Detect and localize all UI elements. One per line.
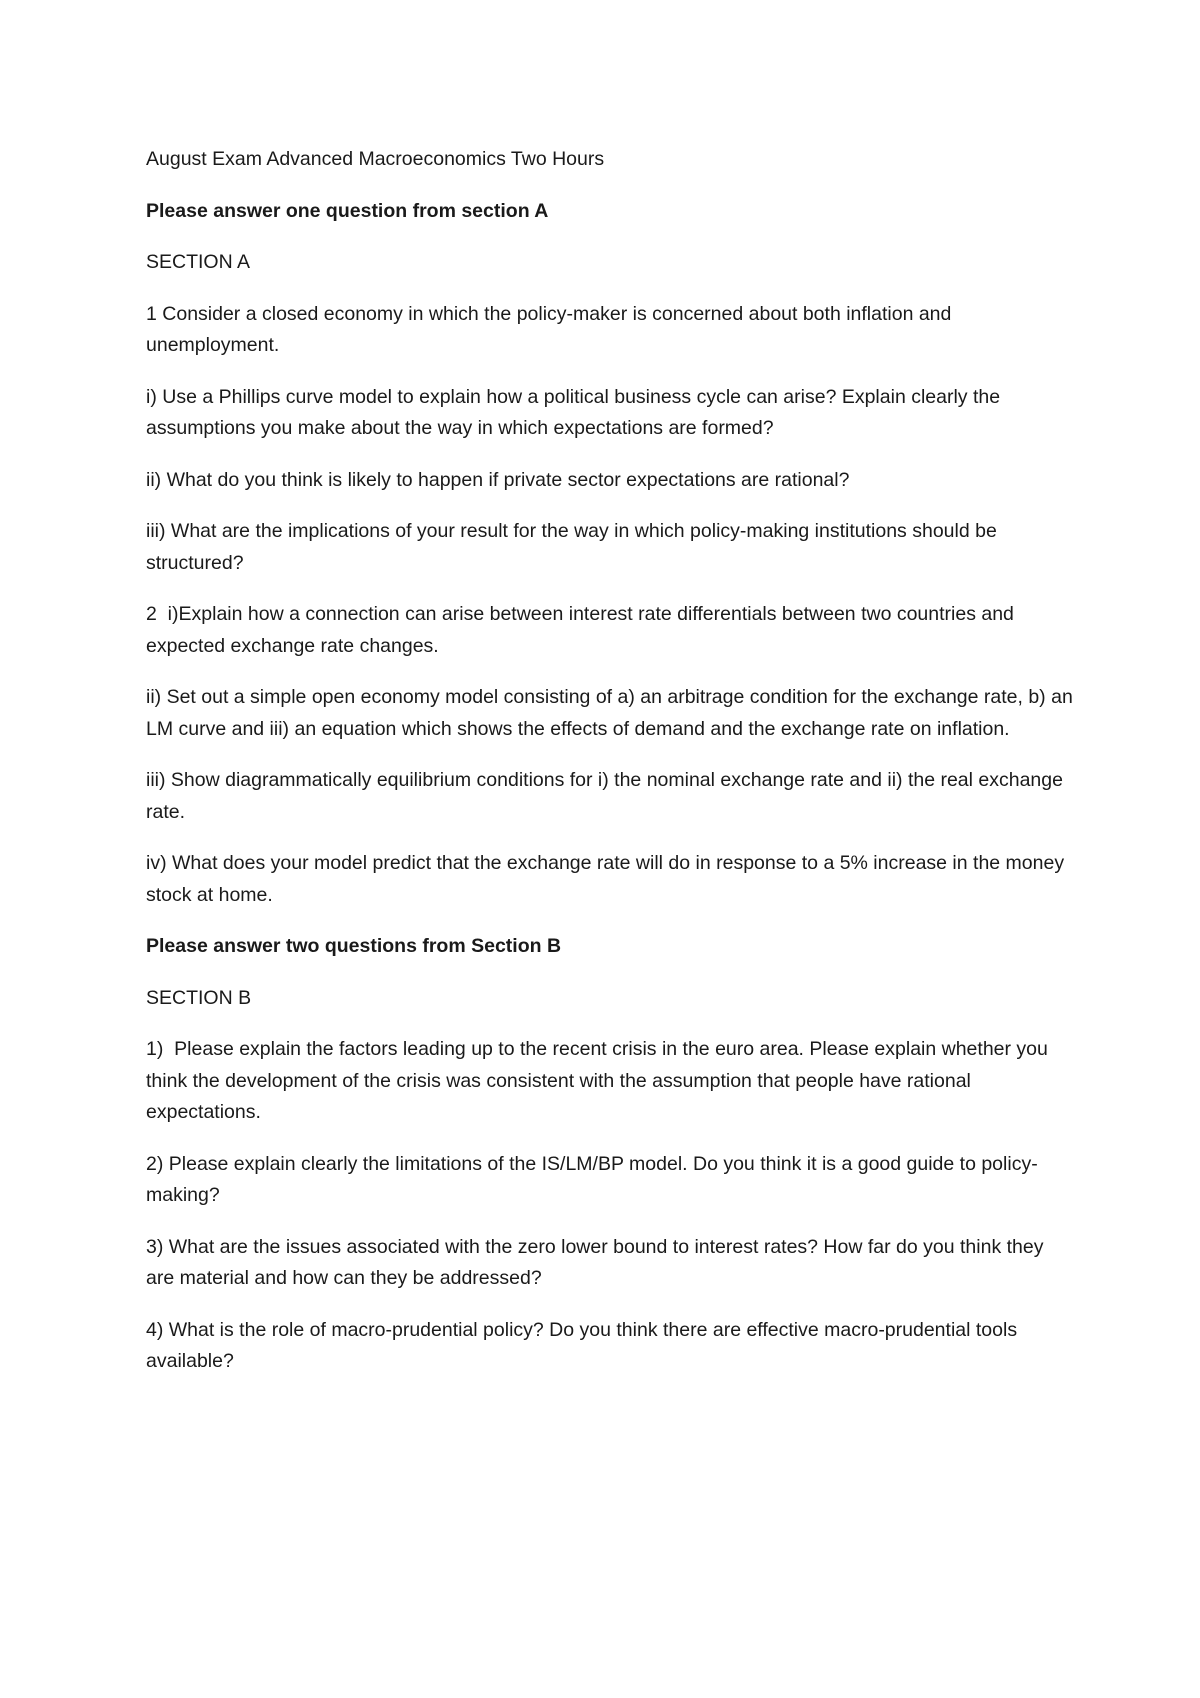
section-a-q1-part-ii: ii) What do you think is likely to happen if private sector expectations are rational? — [146, 468, 850, 491]
section-a-instruction: Please answer one question from section A — [146, 199, 549, 222]
section-a-q2-part-iv: iv) What does your model predict that the exchange rate will do in response to a 5% increase in the money stock at home. — [146, 852, 1065, 906]
section-a-q1-intro: 1 Consider a closed economy in which the policy-maker is concerned about both inflation and unemployment. — [146, 302, 952, 356]
section-a-q2-part-ii: ii) Set out a simple open economy model consisting of a) an arbitrage condition for the exchange rate, b) an LM curve and iii) an equation which shows the effects of demand and the exchange rate on inflation. — [146, 686, 1073, 740]
section-b-instruction: Please answer two questions from Section B — [146, 935, 562, 957]
section-b-heading: SECTION B — [146, 986, 252, 1009]
section-a-q1-part-iii: iii) What are the implications of your result for the way in which policy-making institutions should be structured? — [146, 520, 997, 574]
section-a-heading: SECTION A — [146, 251, 251, 273]
section-a-q2-part-iii: iii) Show diagrammatically equilibrium conditions for i) the nominal exchange rate and ii) the real exchange rate. — [146, 769, 1063, 823]
section-a-q2-part-i: 2 i)Explain how a connection can arise between interest rate differentials between two countries and expected exchange rate changes. — [146, 603, 1020, 657]
exam-title: August Exam Advanced Macroeconomics Two Hours — [146, 148, 605, 170]
section-a-q1-part-i: i) Use a Phillips curve model to explain how a political business cycle can arise? Explain clearly the assumptions you make about the way in which expectations are formed? — [146, 385, 1001, 439]
section-b-q4: 4) What is the role of macro-prudential policy? Do you think there are effective macro-prudential tools available? — [146, 1318, 1018, 1372]
section-b-q2: 2) Please explain clearly the limitations of the IS/LM/BP model. Do you think it is a good guide to policy-making? — [146, 1152, 1038, 1206]
exam-content — [146, 144, 1076, 1398]
section-b-q1: 1) Please explain the factors leading up to the recent crisis in the euro area. Please explain whether you think the development of the crisis was consistent with the assumption that people have rational expectations. — [146, 1038, 1054, 1123]
section-b-q3: 3) What are the issues associated with the zero lower bound to interest rates? How far do you think they are material and how can they be addressed? — [146, 1235, 1044, 1289]
